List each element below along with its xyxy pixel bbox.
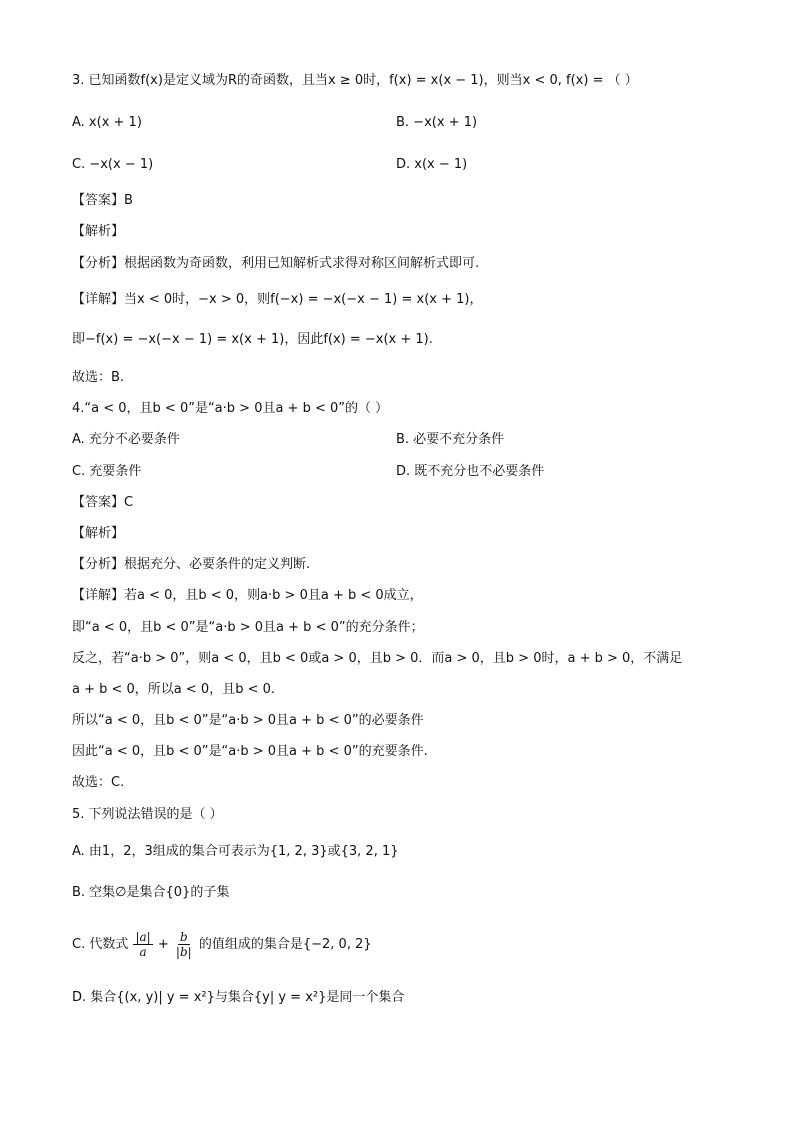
q5-option-b: B. 空集∅是集合{0}的子集	[72, 885, 230, 900]
q4-line2: 即“a < 0，且b < 0”是“a·b > 0且a + b < 0”的充分条件；	[72, 620, 424, 635]
q4-option-a: A. 充分不必要条件	[72, 432, 180, 447]
q4-line3: 反之，若“a·b > 0”，则a < 0，且b < 0或a > 0，且b > 0．而a > 0，且b > 0时，a + b > 0，不满足	[72, 651, 683, 666]
q5-stem: 5. 下列说法错误的是（ ）	[72, 807, 223, 822]
q4-stem: 4.“a < 0，且b < 0”是“a·b > 0且a + b < 0”的（ ）	[72, 401, 389, 416]
q4-fenxi: 【分析】根据充分、必要条件的定义判断.	[72, 557, 311, 572]
fraction-a	[133, 930, 152, 959]
q3-fenxi: 【分析】根据函数为奇函数，利用已知解析式求得对称区间解析式即可.	[72, 256, 480, 271]
q3-answer: 【答案】B	[72, 193, 133, 208]
q4-line5: 所以“a < 0，且b < 0”是“a·b > 0且a + b < 0”的必要条件	[72, 713, 424, 728]
q4-jiexi: 【解析】	[72, 526, 125, 541]
q4-guxuan: 故选：C.	[72, 775, 125, 790]
q3-option-b: B. −x(x + 1)	[396, 115, 478, 130]
fraction-a-numerator: |a|	[135, 930, 151, 944]
fraction-b-numerator: b	[179, 930, 188, 944]
q5-option-c-suffix: 的值组成的集合是{−2, 0, 2}	[198, 937, 372, 952]
q3-stem: 3. 已知函数f(x)是定义域为R的奇函数，且当x ≥ 0时，f(x) = x(x − 1)，则当x < 0, f(x) = （ ）	[72, 73, 638, 88]
q4-option-d: D. 既不充分也不必要条件	[396, 464, 545, 479]
q3-option-c: C. −x(x − 1)	[72, 157, 154, 172]
q4-option-b: B. 必要不充分条件	[396, 432, 505, 447]
q5-option-c	[72, 928, 372, 962]
q3-xiangjie-line2: 即−f(x) = −x(−x − 1) = x(x + 1)，因此f(x) = −x(x + 1).	[72, 332, 433, 347]
fraction-b-denominator: |b|	[175, 945, 192, 959]
q4-xiangjie: 【详解】若a < 0，且b < 0，则a·b > 0且a + b < 0成立，	[72, 588, 423, 603]
q3-xiangjie: 【详解】当x < 0时，−x > 0，则f(−x) = −x(−x − 1) = x(x + 1)，	[72, 292, 483, 307]
q4-line4: a + b < 0，所以a < 0，且b < 0.	[72, 682, 276, 697]
q4-answer: 【答案】C	[72, 495, 134, 510]
q3-guxuan: 故选：B.	[72, 370, 125, 385]
q3-jiexi: 【解析】	[72, 224, 125, 239]
fraction-a-denominator: a	[139, 945, 147, 959]
q4-option-c: C. 充要条件	[72, 464, 142, 479]
q5-option-c-prefix: C. 代数式	[72, 937, 129, 952]
fraction-b	[174, 930, 194, 959]
q3-option-d: D. x(x − 1)	[396, 157, 468, 172]
q5-option-a: A. 由1，2，3组成的集合可表示为{1, 2, 3}或{3, 2, 1}	[72, 844, 399, 859]
q3-option-a: A. x(x + 1)	[72, 115, 142, 130]
q5-option-d: D. 集合{(x, y)| y = x²}与集合{y| y = x²}是同一个集合	[72, 990, 405, 1005]
plus-sign: +	[157, 937, 169, 952]
q4-line6: 因此“a < 0，且b < 0”是“a·b > 0且a + b < 0”的充要条件.	[72, 744, 428, 759]
